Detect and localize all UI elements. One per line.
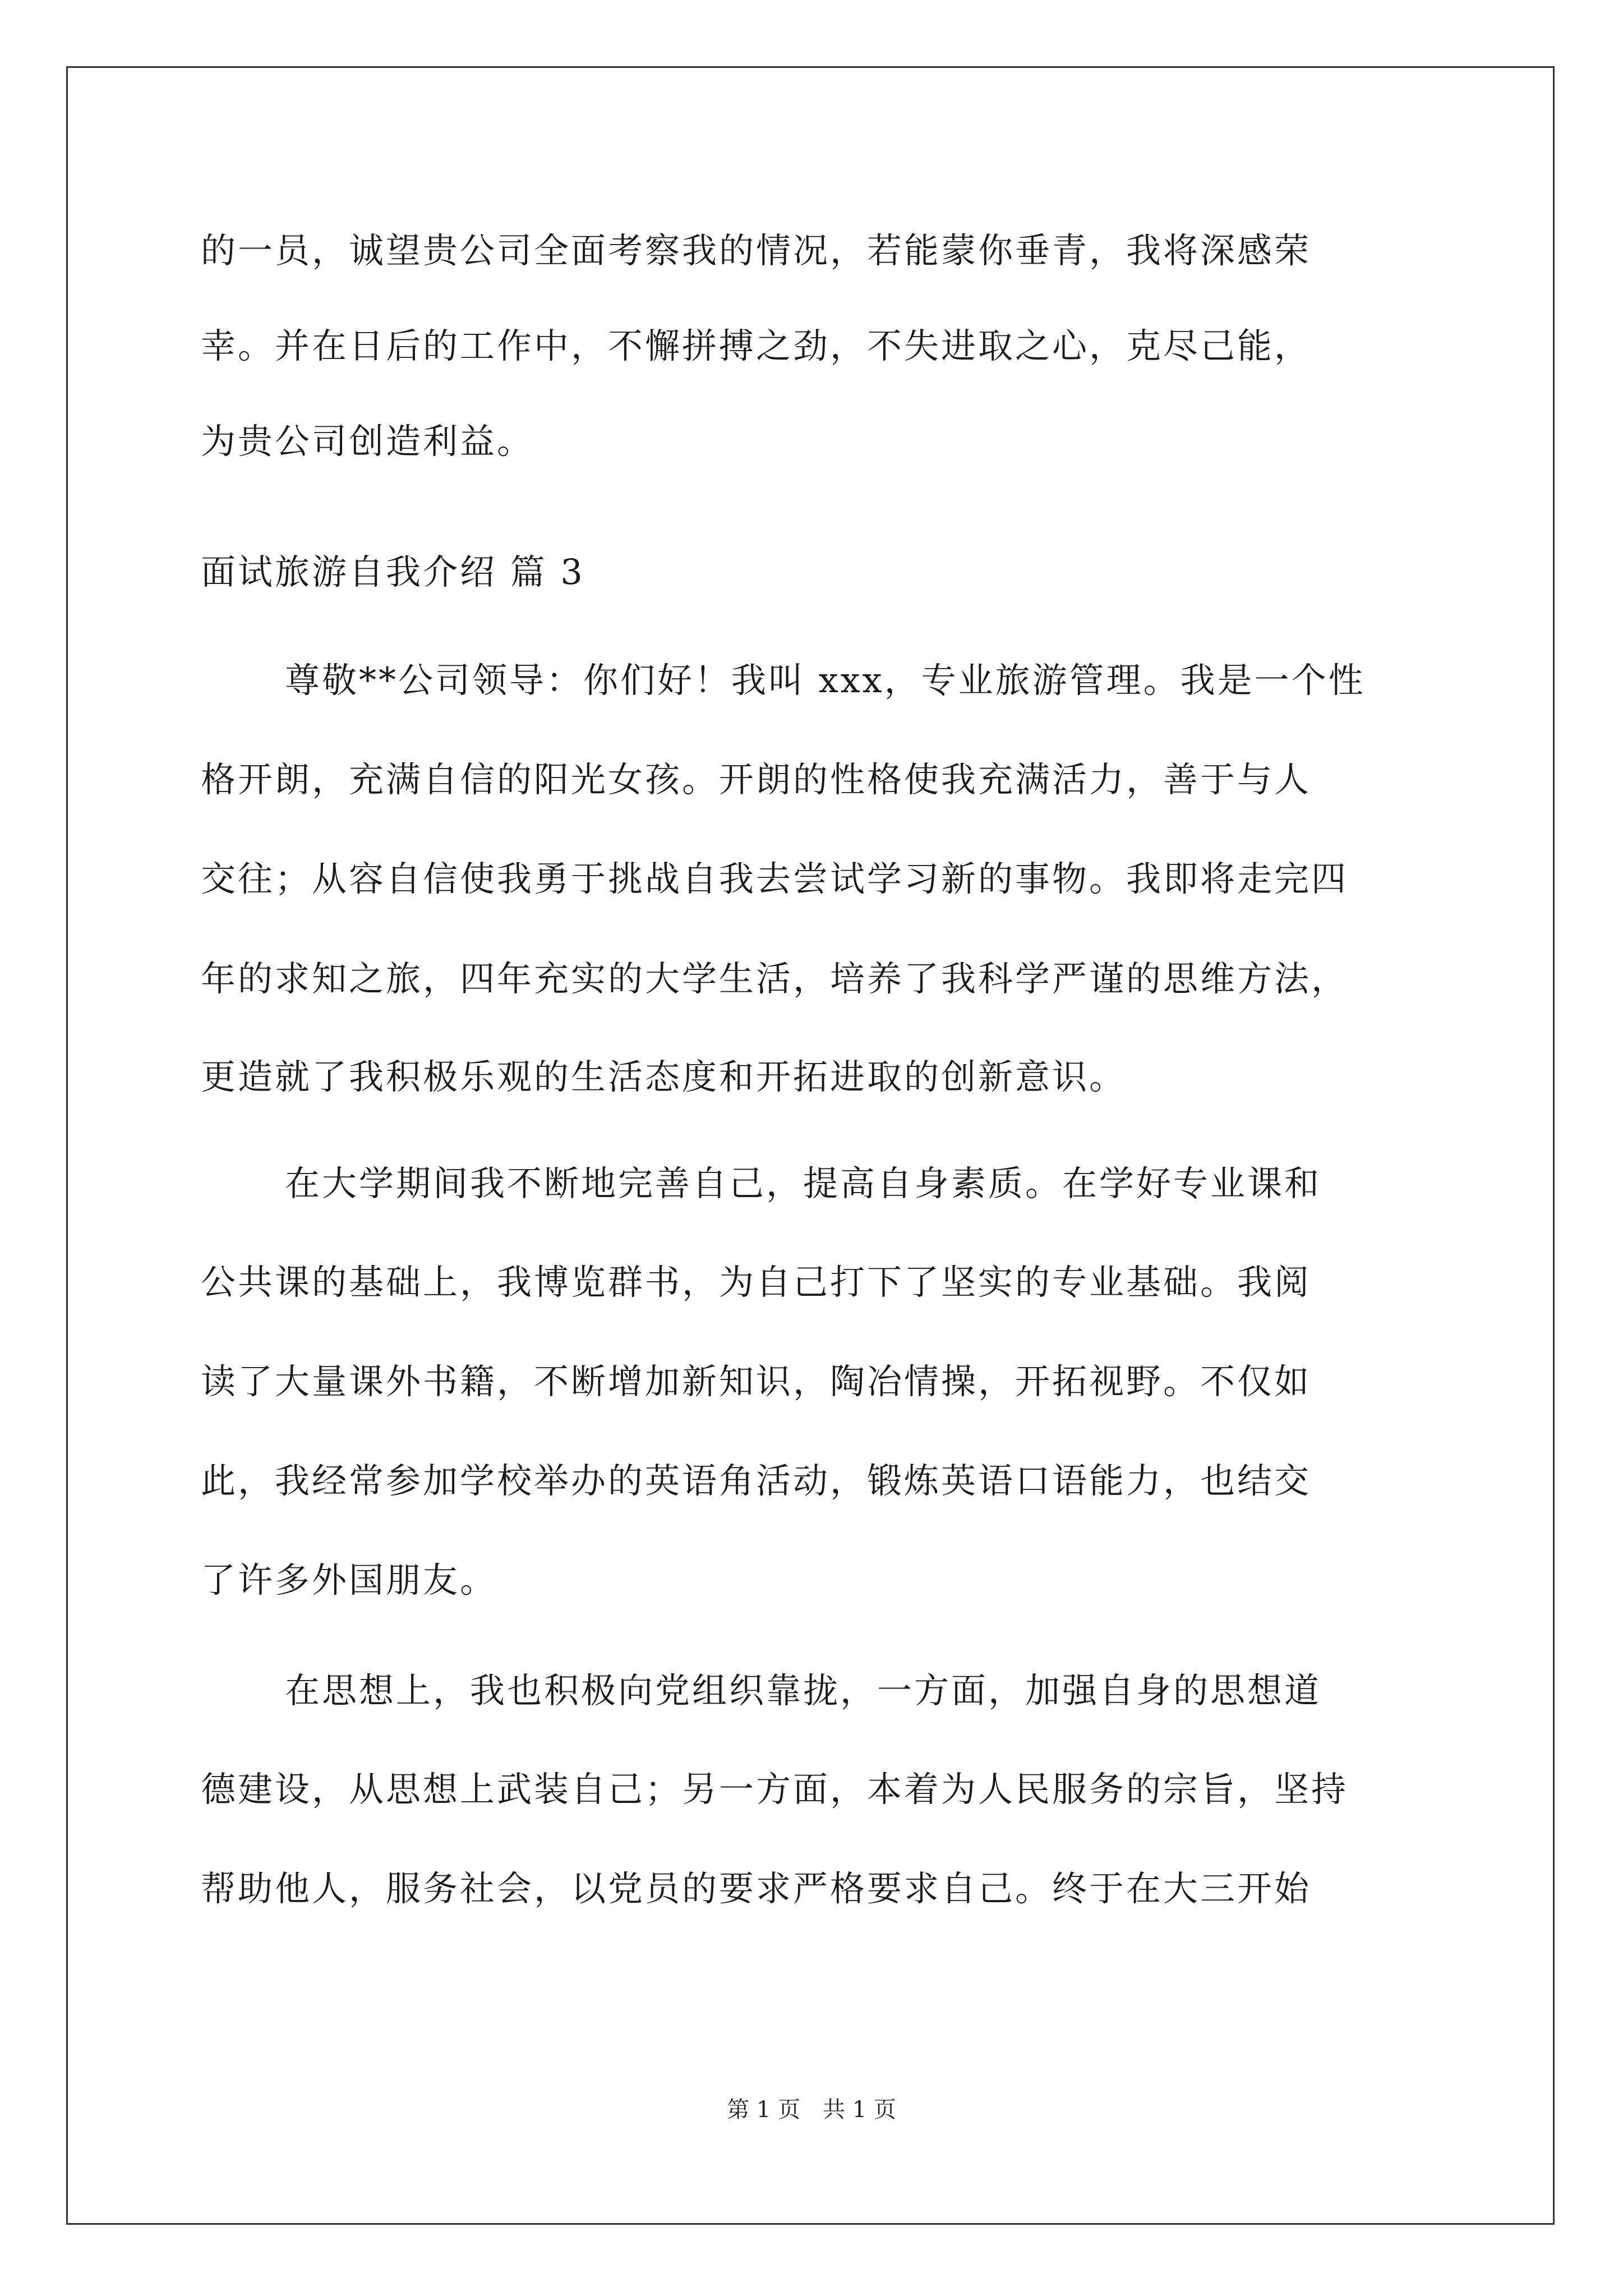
body-line: 读了大量课外书籍，不断增加新知识，陶冶情操，开拓视野。不仅如: [201, 1361, 1312, 1402]
body-line: 年的求知之旅，四年充实的大学生活，培养了我科学严谨的思维方法，: [201, 958, 1349, 999]
body-line: 更造就了我积极乐观的生活态度和开拓进取的创新意识。: [201, 1056, 1127, 1097]
page-number-footer: 第 1 页 共 1 页: [727, 2097, 896, 2123]
body-line: 了许多外国朋友。: [201, 1559, 497, 1600]
body-line: 在大学期间我不断地完善自己，提高自身素质。在学好专业课和: [285, 1163, 1322, 1204]
body-line: 此，我经常参加学校举办的英语角活动，锻炼英语口语能力，也结交: [201, 1460, 1312, 1501]
body-line: 尊敬**公司领导：你们好！我叫 xxx，专业旅游管理。我是一个性: [285, 660, 1366, 701]
body-line: 格开朗，充满自信的阳光女孩。开朗的性格使我充满活力，善于与人: [201, 759, 1312, 800]
body-line: 公共课的基础上，我博览群书，为自己打下了坚实的专业基础。我阅: [201, 1262, 1312, 1303]
body-line: 的一员，诚望贵公司全面考察我的情况，若能蒙你垂青，我将深感荣: [201, 230, 1312, 271]
body-line: 为贵公司创造利益。: [201, 421, 534, 462]
body-line: 在思想上，我也积极向党组织靠拢，一方面，加强自身的思想道: [285, 1670, 1322, 1711]
body-line: 帮助他人，服务社会，以党员的要求严格要求自己。终于在大三开始: [201, 1868, 1312, 1909]
body-line: 幸。并在日后的工作中，不懈拼搏之劲，不失进取之心，克尽己能，: [201, 325, 1312, 366]
section-heading: 面试旅游自我介绍 篇 3: [201, 551, 585, 592]
body-line: 德建设，从思想上武装自己；另一方面，本着为人民服务的宗旨，坚持: [201, 1769, 1349, 1810]
body-line: 交往；从容自信使我勇于挑战自我去尝试学习新的事物。我即将走完四: [201, 858, 1349, 899]
